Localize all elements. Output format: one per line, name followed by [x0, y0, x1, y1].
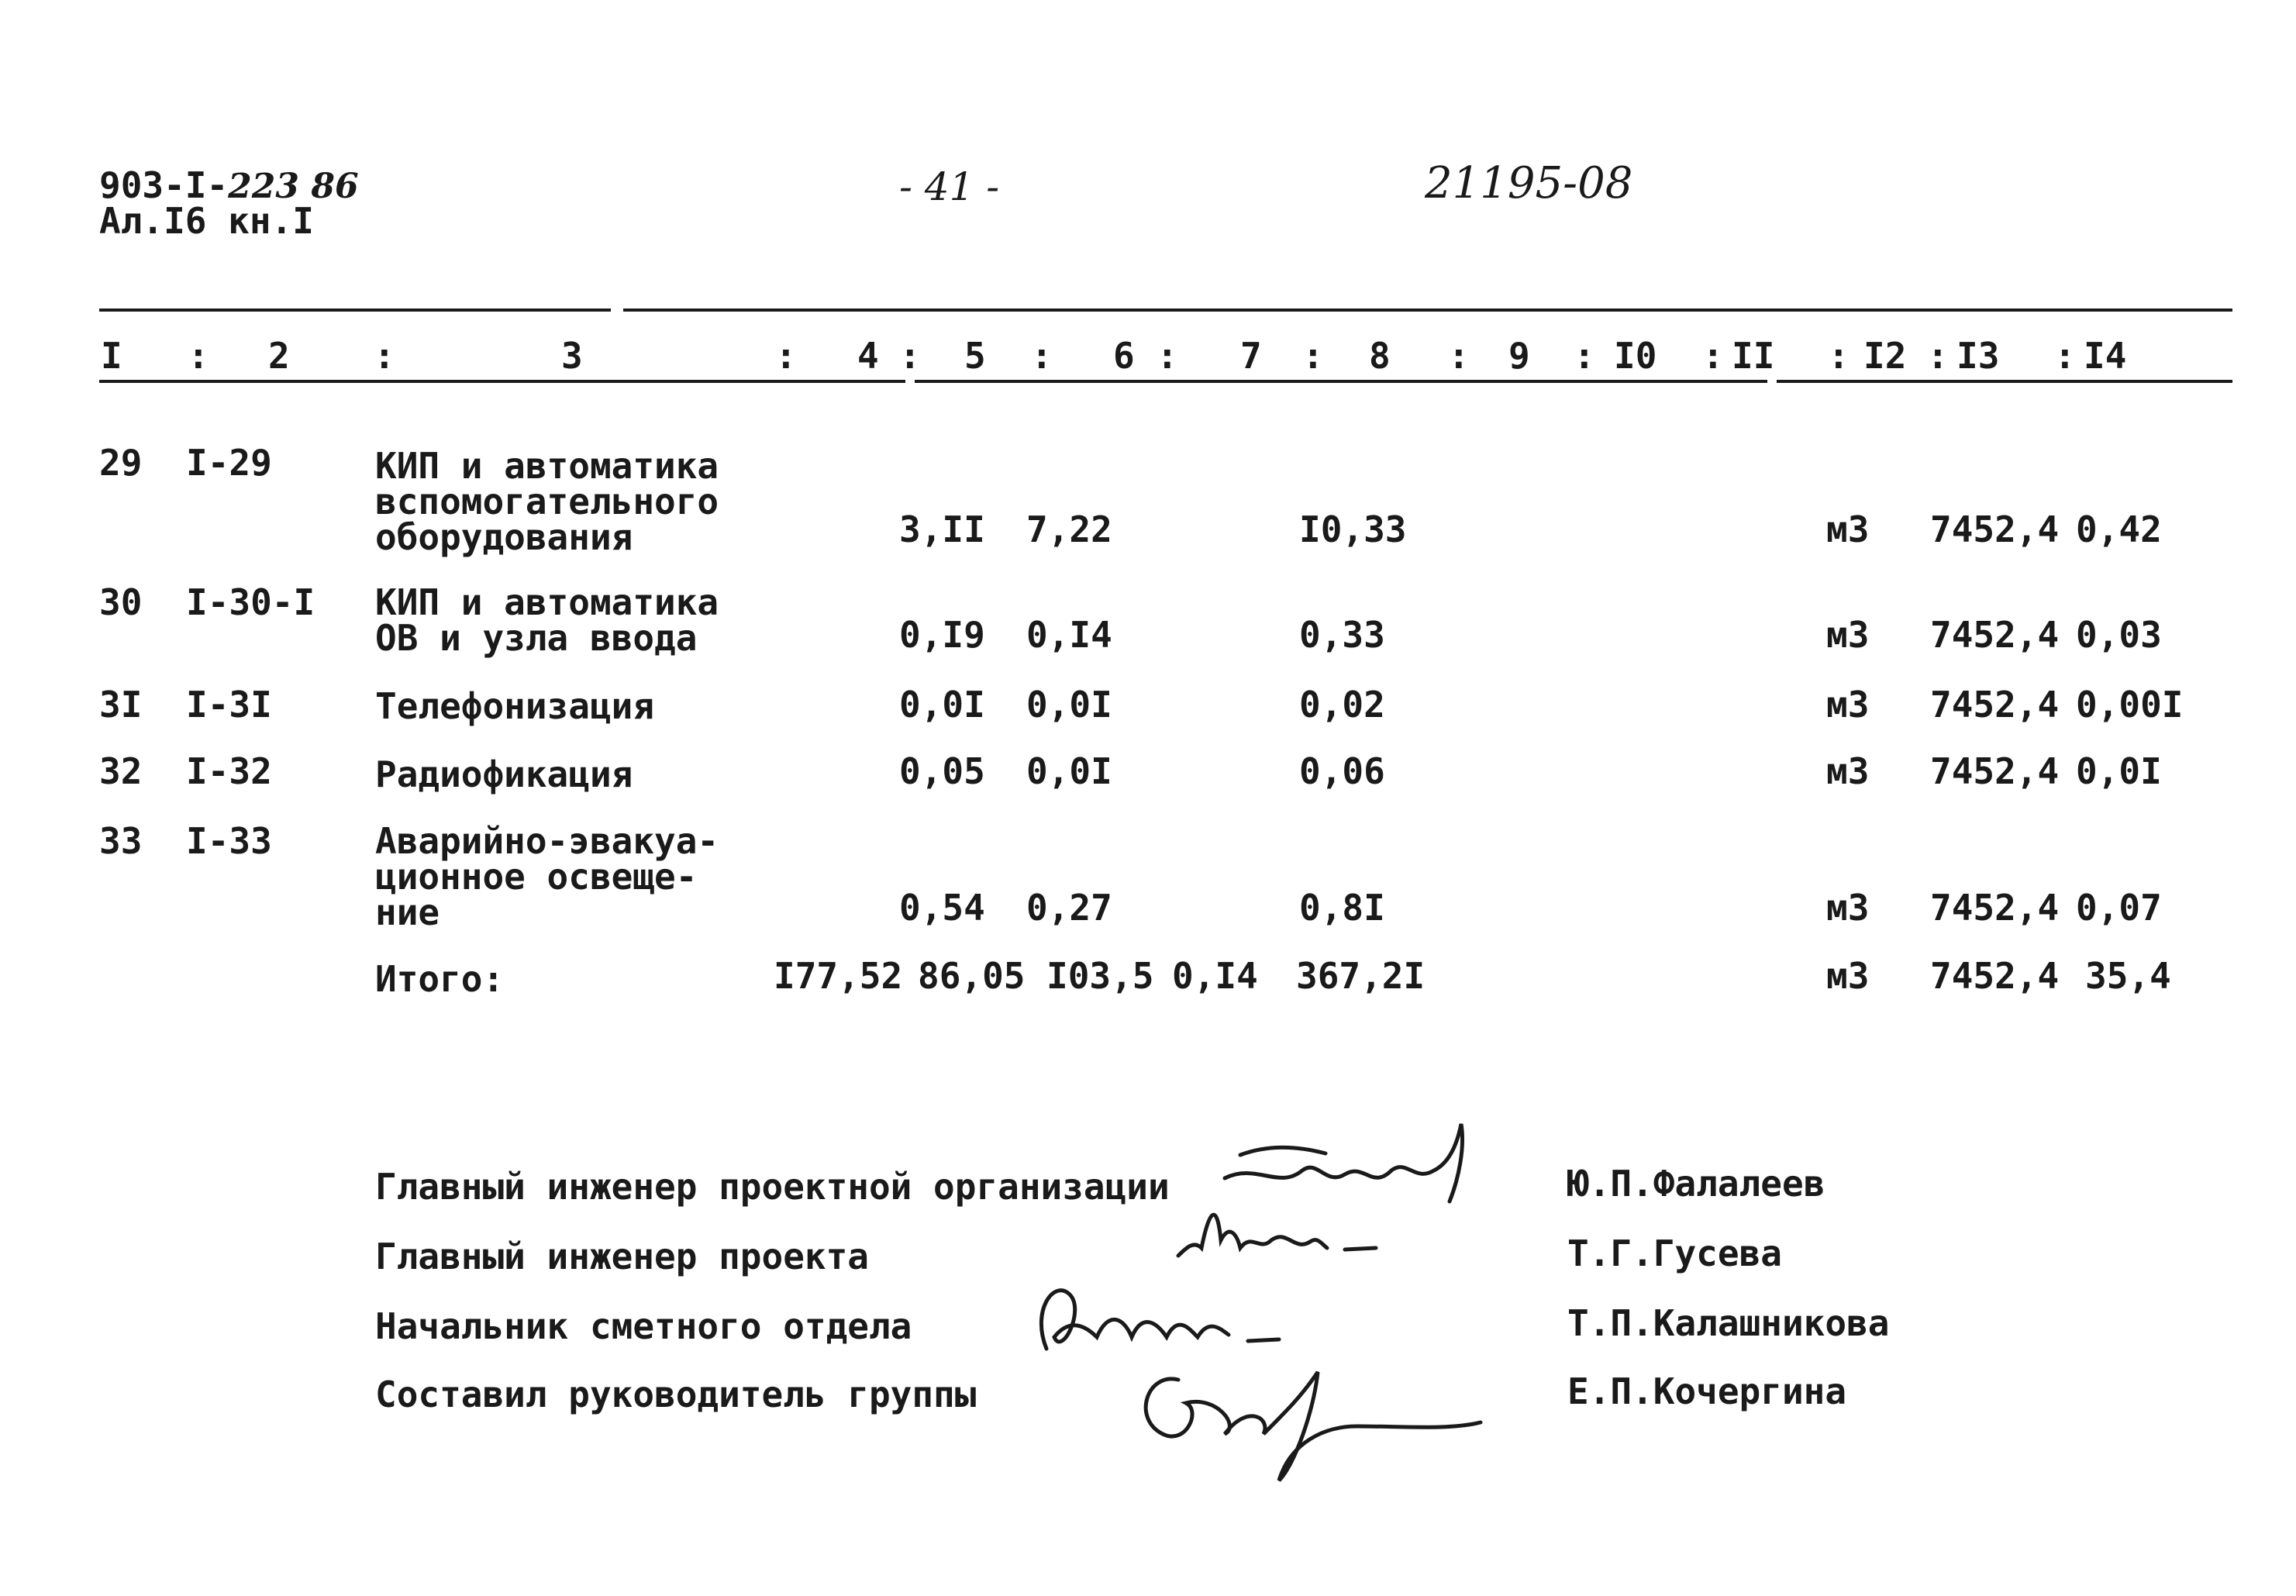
row-name: Радиофикация [375, 753, 633, 795]
row-name: КИП и автоматика ОВ и узла ввода [375, 581, 719, 659]
col-sep: : [1927, 335, 1949, 377]
total-col14: 35,4 [2085, 955, 2171, 997]
row-col13: 7452,4 [1930, 887, 2060, 929]
header-rule-top-right [623, 309, 2232, 312]
row-col8: 0,8I [1299, 887, 1385, 929]
row-number: 30 [99, 581, 143, 623]
row-col6: 0,0I [1026, 684, 1112, 726]
row-name: Телефонизация [375, 685, 655, 727]
row-name: КИП и автоматика вспомогательного оборудования [375, 445, 719, 558]
row-col5: 3,II [899, 508, 985, 550]
header-rule-top-left [99, 309, 611, 312]
row-col13: 7452,4 [1930, 684, 2060, 726]
signer-name: Т.П.Калашникова [1567, 1302, 1890, 1344]
col-6: 6 [1113, 335, 1135, 377]
row-col8: 0,06 [1299, 750, 1385, 792]
row-col13: 7452,4 [1930, 508, 2060, 550]
col-sep: : [1031, 335, 1053, 377]
row-number: 29 [99, 442, 143, 484]
total-col5: 86,05 [918, 955, 1026, 997]
row-col13: 7452,4 [1930, 750, 2060, 792]
row-unit: м3 [1826, 508, 1870, 550]
row-col13: 7452,4 [1930, 614, 2060, 656]
row-col8: I0,33 [1299, 508, 1407, 550]
col-5: 5 [964, 335, 986, 377]
total-col13: 7452,4 [1930, 955, 2060, 997]
row-col14: 0,00I [2076, 684, 2184, 726]
col-sep: : [1702, 335, 1724, 377]
row-unit: м3 [1826, 750, 1870, 792]
header-rule-bottom-left [99, 380, 905, 383]
row-number: 3I [99, 684, 143, 726]
row-col5: 0,0I [899, 684, 985, 726]
col-3: 3 [561, 335, 583, 377]
col-sep: : [1574, 335, 1595, 377]
signer-name: Ю.П.Фалалеев [1567, 1163, 1825, 1205]
col-13: I3 [1956, 335, 2000, 377]
row-col14: 0,03 [2076, 614, 2162, 656]
row-col8: 0,33 [1299, 614, 1385, 656]
row-col14: 0,42 [2076, 508, 2162, 550]
col-sep: : [188, 335, 209, 377]
signer-role: Главный инженер проектной организации [375, 1166, 1170, 1208]
page-number: - 41 - [899, 164, 1000, 209]
col-4: 4 [857, 335, 879, 377]
header-rule-bottom-right [1777, 380, 2232, 383]
row-unit: м3 [1826, 614, 1870, 656]
row-col14: 0,0I [2076, 750, 2162, 792]
col-1: I [101, 335, 122, 377]
total-unit: м3 [1826, 955, 1870, 997]
col-9: 9 [1508, 335, 1530, 377]
total-col8: 367,2I [1296, 955, 1426, 997]
col-sep: : [1828, 335, 1850, 377]
row-code: I-29 [186, 442, 272, 484]
row-code: I-30-I [186, 581, 315, 623]
signer-role: Главный инженер проекта [375, 1236, 869, 1277]
total-col6: I03,5 [1046, 955, 1154, 997]
row-unit: м3 [1826, 684, 1870, 726]
signature-scribble-4 [1124, 1349, 1496, 1488]
row-col6: 7,22 [1026, 508, 1112, 550]
row-col5: 0,I9 [899, 614, 985, 656]
document-code-typed: 903-I- [99, 164, 229, 206]
row-col5: 0,05 [899, 750, 985, 792]
row-code: I-3I [186, 684, 272, 726]
row-unit: м3 [1826, 887, 1870, 929]
col-8: 8 [1369, 335, 1391, 377]
col-sep: : [374, 335, 395, 377]
col-sep: : [1157, 335, 1178, 377]
row-name: Аварийно-эвакуа- ционное освеще- ние [375, 820, 719, 933]
row-code: I-33 [186, 820, 272, 862]
row-col6: 0,27 [1026, 887, 1112, 929]
col-14: I4 [2084, 335, 2127, 377]
document-code-handwritten: 223 86 [228, 167, 359, 206]
col-sep: : [1302, 335, 1324, 377]
signer-name: Е.П.Кочергина [1567, 1370, 1847, 1412]
row-col5: 0,54 [899, 887, 985, 929]
row-code: I-32 [186, 750, 272, 792]
col-10: I0 [1614, 335, 1657, 377]
signer-role: Составил руководитель группы [375, 1374, 977, 1415]
row-col6: 0,0I [1026, 750, 1112, 792]
row-col6: 0,I4 [1026, 614, 1112, 656]
col-sep: : [899, 335, 921, 377]
col-sep: : [1448, 335, 1470, 377]
registration-number: 21195-08 [1425, 158, 1633, 209]
col-2: 2 [268, 335, 290, 377]
total-col4: I77,52 [774, 955, 903, 997]
album-line: Ал.I6 кн.I [99, 200, 314, 242]
signer-role: Начальник сметного отдела [375, 1305, 912, 1347]
total-col7: 0,I4 [1172, 955, 1258, 997]
row-number: 33 [99, 820, 143, 862]
col-sep: : [775, 335, 797, 377]
col-11: II [1732, 335, 1775, 377]
header-rule-bottom-mid [915, 380, 1767, 383]
col-12: I2 [1863, 335, 1907, 377]
row-number: 32 [99, 750, 143, 792]
signer-name: Т.Г.Гусева [1567, 1232, 1782, 1274]
col-sep: : [2054, 335, 2076, 377]
col-7: 7 [1240, 335, 1262, 377]
row-col14: 0,07 [2076, 887, 2162, 929]
row-col8: 0,02 [1299, 684, 1385, 726]
total-label: Итого: [375, 958, 505, 1000]
